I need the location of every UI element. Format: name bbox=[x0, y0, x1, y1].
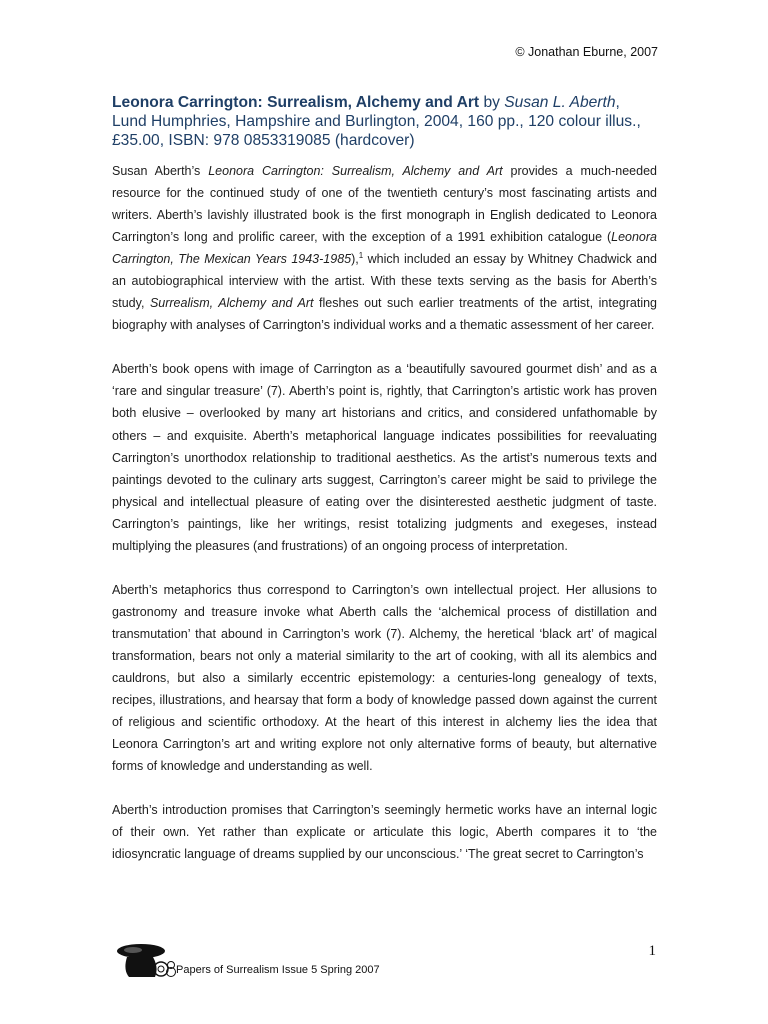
p1-text-c: provides a much-needed resource for the continued study of one of the twentieth century’s most fascinating artists and writers. Aberth’s lavishly illustrated book is the first monograph in English dedicated to Leonora Carrington’s long and prolific career, with the exception of a 1991 exhibition catalogue ( bbox=[112, 164, 657, 245]
journal-name: Papers of Surrealism Issue 5 Spring 2007 bbox=[176, 964, 380, 976]
copyright-notice: © Jonathan Eburne, 2007 bbox=[515, 45, 658, 59]
book-author: Susan L. Aberth bbox=[504, 94, 616, 111]
by-word: by bbox=[479, 94, 505, 111]
paragraph-3: Aberth’s metaphorics thus correspond to Carrington’s own intellectual project. Her allusions to gastronomy and treasure invoke what Aberth calls the ‘alchemical process of distillation and transmutation’ that abound in Carrington’s work (7). Alchemy, the heretical ‘black art’ of magical transformation, bears not only a material similarity to the art of cooking, with all its alembics and cauldrons, but also a similarly eccentric epistemology: a centuries-long genealogy of texts, recipes, illustrations, and hearsay that form a body of knowledge passed down against the current of religious and scientific orthodoxy. At the heart of this interest in alchemy lies the idea that Leonora Carrington’s art and writing explore not only alternative forms of beauty, but alternative forms of knowledge and understanding as well. bbox=[112, 582, 657, 774]
paragraph-4: Aberth’s introduction promises that Carrington’s seemingly hermetic works have an internal logic of their own. Yet rather than explicate or articulate this logic, Aberth compares it to ‘the idiosyncratic language of dreams supplied by our unconscious.’ ‘The great secret to Carrington’s bbox=[112, 803, 657, 862]
footer bbox=[113, 940, 433, 980]
p1-text-i: fleshes out such earlier treatments of the artist, integrating biography with analyses of Carrington’s individual works and a thematic assessment of her career. bbox=[112, 296, 657, 333]
p1-text-g: which included an essay by Whitney Chadwick and an autobiographical interview with the artist. With these texts serving as the basis for Aberth’s study, bbox=[112, 252, 658, 311]
p1-catalogue-title: Leonora Carrington, The Mexican Years 1943-1985 bbox=[112, 230, 657, 267]
footnote-marker[interactable]: 1 bbox=[358, 251, 364, 261]
p1-short-title: Surrealism, Alchemy and Art bbox=[149, 296, 314, 311]
p1-book-title: Leonora Carrington: Surrealism, Alchemy and Art bbox=[208, 164, 503, 178]
paragraph-2: Aberth’s book opens with image of Carrington as a ‘beautifully savoured gourmet dish’ and as a ‘rare and singular treasure’ (7). Aberth’s point is, rightly, that Carrington’s artistic work has proven both elusive – overlooked by many art historians and critics, and considered unfathomable by others – and exquisite. Aberth’s metaphorical language indicates possibilities for reevaluating Carrington’s unorthodox relationship to traditional aesthetics. As the artist’s numerous texts and paintings devoted to the culinary arts suggest, Carrington’s career might be said to privilege the physical and intellectual pleasure of eating over the disinterested aesthetic judgment of taste. Carrington’s paintings, like her writings, resist totalizing judgments and exegeses, instead multiplying the pleasures (and frustrations) of an ongoing process of interpretation. bbox=[112, 362, 657, 553]
review-body bbox=[112, 160, 657, 887]
paragraph-1 bbox=[112, 160, 657, 336]
book-details: , Lund Humphries, Hampshire and Burlington, 2004, 160 pp., 120 colour illus., £35.00, ISBN: 978 0853319085 (hardcover) bbox=[112, 94, 641, 149]
telephone-logo-icon bbox=[113, 940, 183, 980]
p1-text-e: ), bbox=[351, 252, 359, 267]
page-number: 1 bbox=[648, 943, 656, 959]
book-title: Leonora Carrington: Surrealism, Alchemy and Art bbox=[112, 94, 480, 111]
review-heading bbox=[112, 93, 657, 150]
p1-text-a: Susan Aberth’s bbox=[112, 164, 209, 178]
